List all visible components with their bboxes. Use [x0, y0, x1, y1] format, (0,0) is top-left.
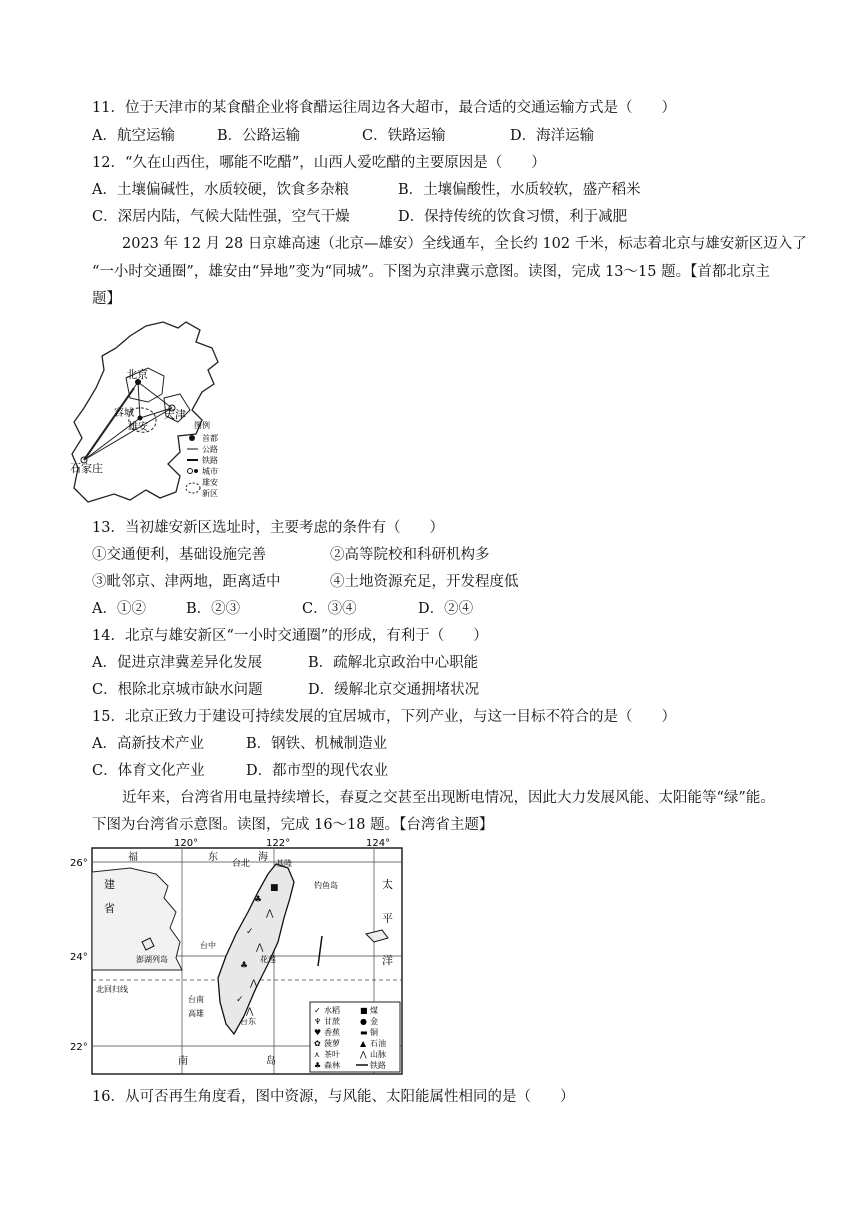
q13-option-b: B．②③ [186, 601, 241, 617]
region-outline [72, 322, 218, 502]
svg-text:⋀: ⋀ [250, 979, 258, 989]
passage1-line-1: 2023 年 12 月 28 日京雄高速（北京—雄安）全线通车，全长约 102 千米，标志着北京与雄安新区迈入了 [122, 236, 807, 252]
legend-forest: 森林 [324, 1061, 340, 1070]
svg-text:♥: ♥ [314, 1028, 322, 1037]
q13-option-c: C．③④ [302, 601, 357, 617]
svg-text:⋀: ⋀ [246, 1007, 254, 1017]
svg-text:●: ● [360, 1017, 367, 1026]
svg-text:▲: ▲ [360, 1039, 367, 1048]
map1-legend-title: 图例 [194, 421, 210, 430]
svg-text:▬: ▬ [360, 1028, 368, 1037]
q14-stem: 14．北京与雄安新区“一小时交通圈”的形成，有利于（ ） [92, 628, 488, 644]
passage1-line-2: “一小时交通圈”，雄安由“异地”变为“同城”。下图为京津冀示意图。读图，完成 13～15 题。【首都北京主 [92, 264, 770, 280]
label-ping: 平 [382, 912, 393, 925]
q16-stem: 16．从可否再生角度看，图中资源，与风能、太阳能属性相同的是（ ） [92, 1089, 575, 1105]
q11-option-c: C．铁路运输 [362, 128, 446, 144]
label-fu: 福 [128, 852, 138, 863]
svg-text:✓: ✓ [314, 1006, 321, 1015]
svg-text:⋏: ⋏ [314, 1050, 320, 1059]
legend-railway: 铁路 [202, 456, 218, 465]
legend-oil: 石油 [370, 1039, 386, 1048]
q11-option-a: A．航空运输 [92, 128, 175, 144]
legend-road: 公路 [202, 445, 218, 454]
passage2-line-1: 近年来，台湾省用电量持续增长，春夏之交甚至出现断电情况，因此大力发展风能、太阳能等“绿”能。 [122, 790, 775, 806]
city-rongcheng: 容城 [114, 408, 134, 419]
taiwan-map [70, 838, 410, 1078]
q15-option-d: D．都市型的现代农业 [246, 763, 389, 779]
lon-122: 122° [266, 838, 291, 849]
legend-city: 城市 [202, 467, 218, 476]
svg-text:✓: ✓ [236, 995, 244, 1005]
label-dao: 岛 [266, 1056, 276, 1067]
q15-option-b: B．钢铁、机械制造业 [246, 736, 388, 752]
q14-option-c: C．根除北京城市缺水问题 [92, 682, 263, 698]
q12-option-b: B．土壤偏酸性，水质较软，盛产稻米 [398, 182, 641, 198]
svg-text:⋀: ⋀ [256, 943, 264, 953]
q12-option-a: A．土壤偏碱性，水质较硬，饮食多杂粮 [92, 182, 349, 198]
label-hualien: 花莲 [260, 955, 276, 964]
lon-120: 120° [174, 838, 199, 849]
svg-text:⋀: ⋀ [360, 1050, 367, 1059]
svg-text:♣: ♣ [254, 895, 263, 905]
svg-text:✿: ✿ [314, 1039, 321, 1048]
lat-24: 24° [70, 952, 88, 963]
q15-stem: 15．北京正致力于建设可持续发展的宜居城市，下列产业，与这一目标不符合的是（ ） [92, 709, 676, 725]
svg-text:⋀: ⋀ [266, 909, 274, 919]
q14-option-b: B．疏解北京政治中心职能 [308, 655, 479, 671]
lon-124: 124° [366, 838, 391, 849]
label-jian: 建 [104, 878, 115, 891]
label-kaohsiung: 高雄 [188, 1009, 204, 1018]
legend-sugarcane: 甘蔗 [324, 1017, 340, 1026]
label-tropic: 北回归线 [96, 985, 128, 994]
legend-gold: 金 [370, 1017, 378, 1026]
label-taichung: 台中 [200, 941, 216, 950]
label-penghu: 澎湖列岛 [136, 955, 168, 964]
q13-option-d: D．②④ [418, 601, 474, 617]
q12-stem: 12．“久在山西住，哪能不吃醋”，山西人爱吃醋的主要原因是（ ） [92, 155, 546, 171]
q14-option-a: A．促进京津冀差异化发展 [92, 655, 262, 671]
city-shijiazhuang: 石家庄 [70, 462, 103, 475]
legend-capital: 首都 [202, 434, 218, 443]
q15-option-c: C．体育文化产业 [92, 763, 205, 779]
q13-condition-4: ④土地资源充足，开发程度低 [330, 574, 519, 590]
q13-condition-2: ②高等院校和科研机构多 [330, 547, 490, 563]
legend-rice: 水稻 [324, 1006, 340, 1015]
q11-stem: 11．位于天津市的某食醋企业将食醋运往周边各大超市，最合适的交通运输方式是（ ） [92, 100, 676, 116]
label-taipei: 台北 [232, 859, 251, 869]
q11-option-d: D．海洋运输 [510, 128, 595, 144]
passage1-line-3: 题】 [92, 291, 121, 307]
label-yang: 洋 [382, 954, 393, 967]
label-sheng: 省 [104, 902, 115, 915]
legend-tea: 茶叶 [324, 1050, 340, 1059]
q12-option-c: C．深居内陆，气候大陆性强，空气干燥 [92, 209, 350, 225]
lat-22: 22° [70, 1042, 88, 1053]
label-diaoyu: 钓鱼岛 [314, 881, 338, 890]
q15-option-a: A．高新技术产业 [92, 736, 204, 752]
q12-option-d: D．保持传统的饮食习惯，利于减肥 [398, 209, 628, 225]
svg-text:♣: ♣ [314, 1061, 322, 1070]
q11-option-b: B．公路运输 [217, 128, 301, 144]
svg-text:♣: ♣ [240, 961, 249, 971]
q13-condition-3: ③毗邻京、津两地，距离适中 [92, 574, 281, 590]
city-xiongan: 雄安 [128, 422, 148, 433]
lat-26: 26° [70, 858, 88, 869]
legend-mountain: 山脉 [370, 1050, 386, 1059]
legend-copper: 铜 [370, 1028, 378, 1037]
svg-text:♆: ♆ [314, 1017, 322, 1026]
q13-option-a: A．①② [92, 601, 146, 617]
jingjinji-map [68, 318, 248, 506]
label-dong: 东 [208, 852, 218, 863]
svg-text:■: ■ [270, 883, 279, 893]
city-tianjin: 天津 [164, 408, 186, 421]
svg-text:■: ■ [360, 1006, 368, 1015]
label-taitung: 台东 [240, 1017, 256, 1026]
legend-banana: 香蕉 [324, 1028, 340, 1037]
label-hai: 海 [258, 852, 268, 863]
q13-condition-1: ①交通便利，基础设施完善 [92, 547, 266, 563]
legend-xiongan: 雄安 [202, 478, 218, 487]
svg-text:✓: ✓ [246, 927, 254, 937]
xiongan-marker [138, 416, 143, 421]
q14-option-d: D．缓解北京交通拥堵状况 [308, 682, 480, 698]
passage2-line-2: 下图为台湾省示意图。读图，完成 16～18 题。【台湾省主题】 [92, 817, 494, 833]
label-tainan: 台南 [188, 995, 204, 1004]
city-beijing: 北京 [126, 368, 148, 381]
legend-coal: 煤 [370, 1006, 378, 1015]
legend-pineapple: 菠萝 [324, 1039, 340, 1048]
label-tai: 太 [382, 878, 393, 891]
transport-lines [84, 382, 172, 460]
legend-railway: 铁路 [370, 1061, 386, 1070]
q13-stem: 13．当初雄安新区选址时，主要考虑的条件有（ ） [92, 520, 444, 536]
label-nan: 南 [178, 1056, 188, 1067]
legend-newarea: 新区 [202, 489, 218, 498]
label-keelung: 基隆 [276, 859, 292, 868]
